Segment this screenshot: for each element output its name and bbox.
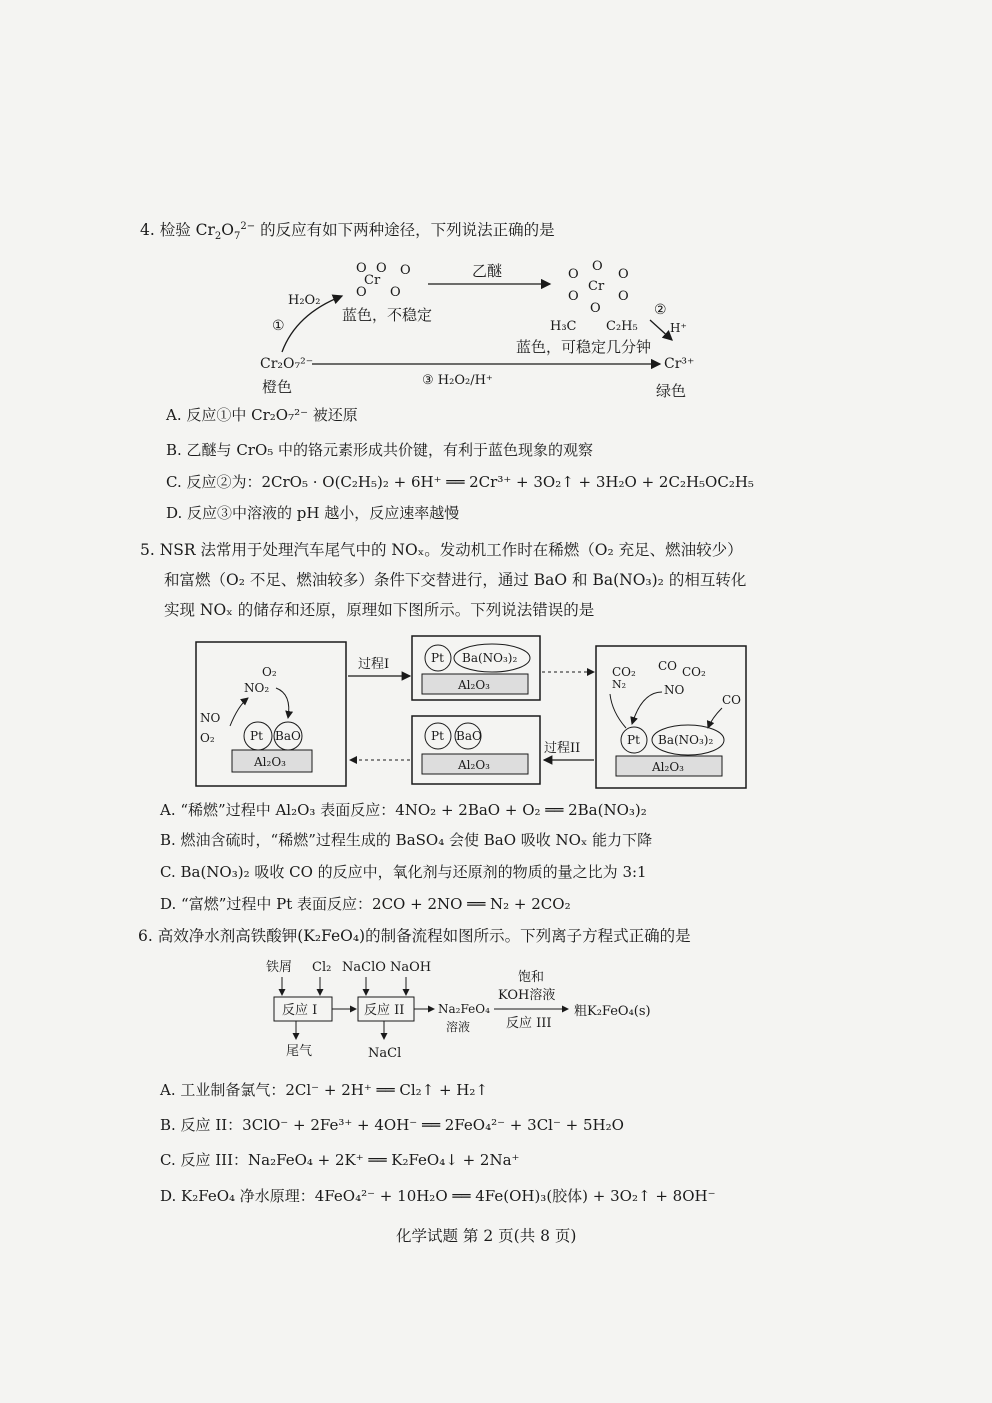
svg-text:Al₂O₃: Al₂O₃ bbox=[254, 755, 286, 769]
q4-stem: 4. 检验 $Cr_2O_7^{2-}$ 的反应有如下两种途径，下列说法正确的是 bbox=[140, 220, 555, 243]
q4-option-d: D. 反应③中溶液的 pH 越小，反应速率越慢 bbox=[166, 504, 460, 522]
svg-text:Pt: Pt bbox=[627, 733, 640, 747]
q4-option-a: A. 反应①中 Cr₂O₇²⁻ 被还原 bbox=[166, 406, 358, 424]
svg-text:H₃C: H₃C bbox=[550, 319, 577, 334]
svg-text:反应 II: 反应 II bbox=[364, 1003, 405, 1018]
q5-option-d: D. “富燃”过程中 Pt 表面反应：2CO + 2NO ══ N₂ + 2CO₂ bbox=[160, 895, 571, 913]
svg-text:NO: NO bbox=[664, 683, 685, 697]
cro5-structure bbox=[356, 261, 411, 300]
svg-text:反应 I: 反应 I bbox=[282, 1003, 318, 1018]
svg-text:BaO: BaO bbox=[275, 729, 301, 743]
svg-text:O: O bbox=[356, 261, 367, 276]
svg-text:O: O bbox=[568, 289, 579, 304]
q6-option-c: C. 反应 III：Na₂FeO₄ + 2K⁺ ══ K₂FeO₄↓ + 2Na⁺ bbox=[160, 1151, 520, 1169]
svg-text:Al₂O₃: Al₂O₃ bbox=[458, 678, 490, 692]
svg-text:KOH溶液: KOH溶液 bbox=[498, 988, 556, 1003]
product-label: Cr³⁺ bbox=[664, 356, 695, 372]
q6-option-b: B. 反应 II：3ClO⁻ + 2Fe³⁺ + 4OH⁻ ══ 2FeO₄²⁻ + 3Cl⁻ + 5H₂O bbox=[160, 1116, 624, 1134]
input-iron: 铁屑 bbox=[266, 960, 293, 975]
output-nacl: NaCl bbox=[368, 1046, 402, 1061]
product-crude: 粗K₂FeO₄(s) bbox=[574, 1004, 651, 1019]
q4-option-b: B. 乙醚与 CrO₅ 中的铬元素形成共价键，有利于蓝色现象的观察 bbox=[166, 441, 594, 459]
svg-text:O: O bbox=[400, 263, 411, 278]
blue-stable-label: 蓝色，可稳定几分钟 bbox=[516, 338, 652, 356]
q6-stem: 6. 高效净水剂高铁酸钾(K₂FeO₄)的制备流程如图所示。下列离子方程式正确的是 bbox=[138, 927, 691, 945]
svg-text:C₂H₅: C₂H₅ bbox=[606, 319, 638, 334]
svg-text:Cr: Cr bbox=[588, 279, 605, 294]
input-cl2: Cl₂ bbox=[312, 960, 332, 975]
h2o2-label: H₂O₂ bbox=[288, 293, 321, 308]
svg-text:Pt: Pt bbox=[431, 651, 444, 665]
q5-stem-line2: 和富燃（O₂ 不足、燃油较多）条件下交替进行，通过 BaO 和 Ba(NO₃)₂ 的相互转化 bbox=[164, 571, 747, 589]
blue-unstable-label: 蓝色，不稳定 bbox=[342, 306, 433, 324]
reactant-color: 橙色 bbox=[262, 378, 293, 396]
svg-text:O: O bbox=[356, 285, 367, 300]
page-footer: 化学试题 第 2 页(共 8 页) bbox=[396, 1227, 577, 1245]
svg-text:Al₂O₃: Al₂O₃ bbox=[458, 758, 490, 772]
svg-text:溶液: 溶液 bbox=[446, 1020, 471, 1034]
svg-text:Pt: Pt bbox=[250, 729, 263, 743]
cro5-ether-structure bbox=[550, 259, 638, 334]
hplus-label: H⁺ bbox=[670, 321, 687, 335]
svg-text:O₂: O₂ bbox=[200, 731, 215, 745]
input-naoh: NaOH bbox=[390, 960, 432, 975]
svg-text:饱和: 饱和 bbox=[518, 970, 545, 985]
svg-text:BaO: BaO bbox=[456, 729, 482, 743]
q5-option-b: B. 燃油含硫时，“稀燃”过程生成的 BaSO₄ 会使 BaO 吸收 NOₓ 能力下降 bbox=[160, 831, 653, 849]
step2-label: ② bbox=[654, 302, 667, 318]
svg-text:O: O bbox=[390, 285, 401, 300]
ether-label: 乙醚 bbox=[472, 262, 503, 280]
step1-label: ① bbox=[272, 318, 285, 334]
svg-text:O₂: O₂ bbox=[262, 665, 277, 679]
product-color: 绿色 bbox=[656, 382, 687, 400]
svg-text:Pt: Pt bbox=[431, 729, 444, 743]
process2-label: 过程II bbox=[544, 741, 581, 756]
q5-option-a: A. “稀燃”过程中 Al₂O₃ 表面反应：4NO₂ + 2BaO + O₂ ══ 2Ba(NO₃)₂ bbox=[160, 801, 647, 819]
q5-nsr-diagram bbox=[192, 632, 752, 792]
svg-text:O: O bbox=[618, 267, 629, 282]
input-naclo: NaClO bbox=[342, 960, 386, 975]
process1-label: 过程I bbox=[358, 657, 390, 672]
svg-text:Ba(NO₃)₂: Ba(NO₃)₂ bbox=[658, 733, 714, 747]
svg-text:CO₂: CO₂ bbox=[612, 665, 636, 679]
q4-reaction-diagram bbox=[250, 248, 710, 406]
svg-text:O: O bbox=[376, 261, 387, 276]
q6-flow-diagram bbox=[262, 955, 682, 1065]
svg-text:Cr: Cr bbox=[364, 273, 381, 288]
svg-text:CO: CO bbox=[658, 659, 678, 673]
q5-option-c: C. Ba(NO₃)₂ 吸收 CO 的反应中，氧化剂与还原剂的物质的量之比为 3:1 bbox=[160, 863, 647, 881]
svg-text:O: O bbox=[568, 267, 579, 282]
svg-text:Na₂FeO₄: Na₂FeO₄ bbox=[438, 1002, 490, 1016]
svg-text:反应 III: 反应 III bbox=[506, 1016, 552, 1031]
step3-label: ③ H₂O₂/H⁺ bbox=[422, 373, 493, 388]
svg-text:N₂: N₂ bbox=[612, 678, 627, 691]
q5-stem-line1: 5. NSR 法常用于处理汽车尾气中的 NOₓ。发动机工作时在稀燃（O₂ 充足、燃油较少） bbox=[140, 541, 743, 559]
svg-text:O: O bbox=[592, 259, 603, 274]
reactant-label: Cr₂O₇²⁻ bbox=[260, 356, 314, 372]
svg-text:CO: CO bbox=[722, 693, 742, 707]
svg-text:O: O bbox=[590, 301, 601, 316]
step2-arrow bbox=[650, 320, 672, 340]
q5-stem-line3: 实现 NOₓ 的储存和还原，原理如下图所示。下列说法错误的是 bbox=[164, 601, 595, 619]
svg-text:O: O bbox=[618, 289, 629, 304]
svg-text:NO: NO bbox=[200, 711, 221, 725]
q6-option-a: A. 工业制备氯气：2Cl⁻ + 2H⁺ ══ Cl₂↑ + H₂↑ bbox=[160, 1081, 488, 1099]
q6-option-d: D. K₂FeO₄ 净水原理：4FeO₄²⁻ + 10H₂O ══ 4Fe(OH)₃(胶体) + 3O₂↑ + 8OH⁻ bbox=[160, 1187, 716, 1205]
svg-text:Al₂O₃: Al₂O₃ bbox=[652, 760, 684, 774]
svg-text:NO₂: NO₂ bbox=[244, 681, 270, 695]
output-exhaust: 尾气 bbox=[286, 1044, 313, 1059]
q4-option-c: C. 反应②为：2CrO₅ · O(C₂H₅)₂ + 6H⁺ ══ 2Cr³⁺ + 3O₂↑ + 3H₂O + 2C₂H₅OC₂H₅ bbox=[166, 473, 754, 491]
svg-text:Ba(NO₃)₂: Ba(NO₃)₂ bbox=[462, 651, 518, 665]
svg-text:CO₂: CO₂ bbox=[682, 665, 706, 679]
